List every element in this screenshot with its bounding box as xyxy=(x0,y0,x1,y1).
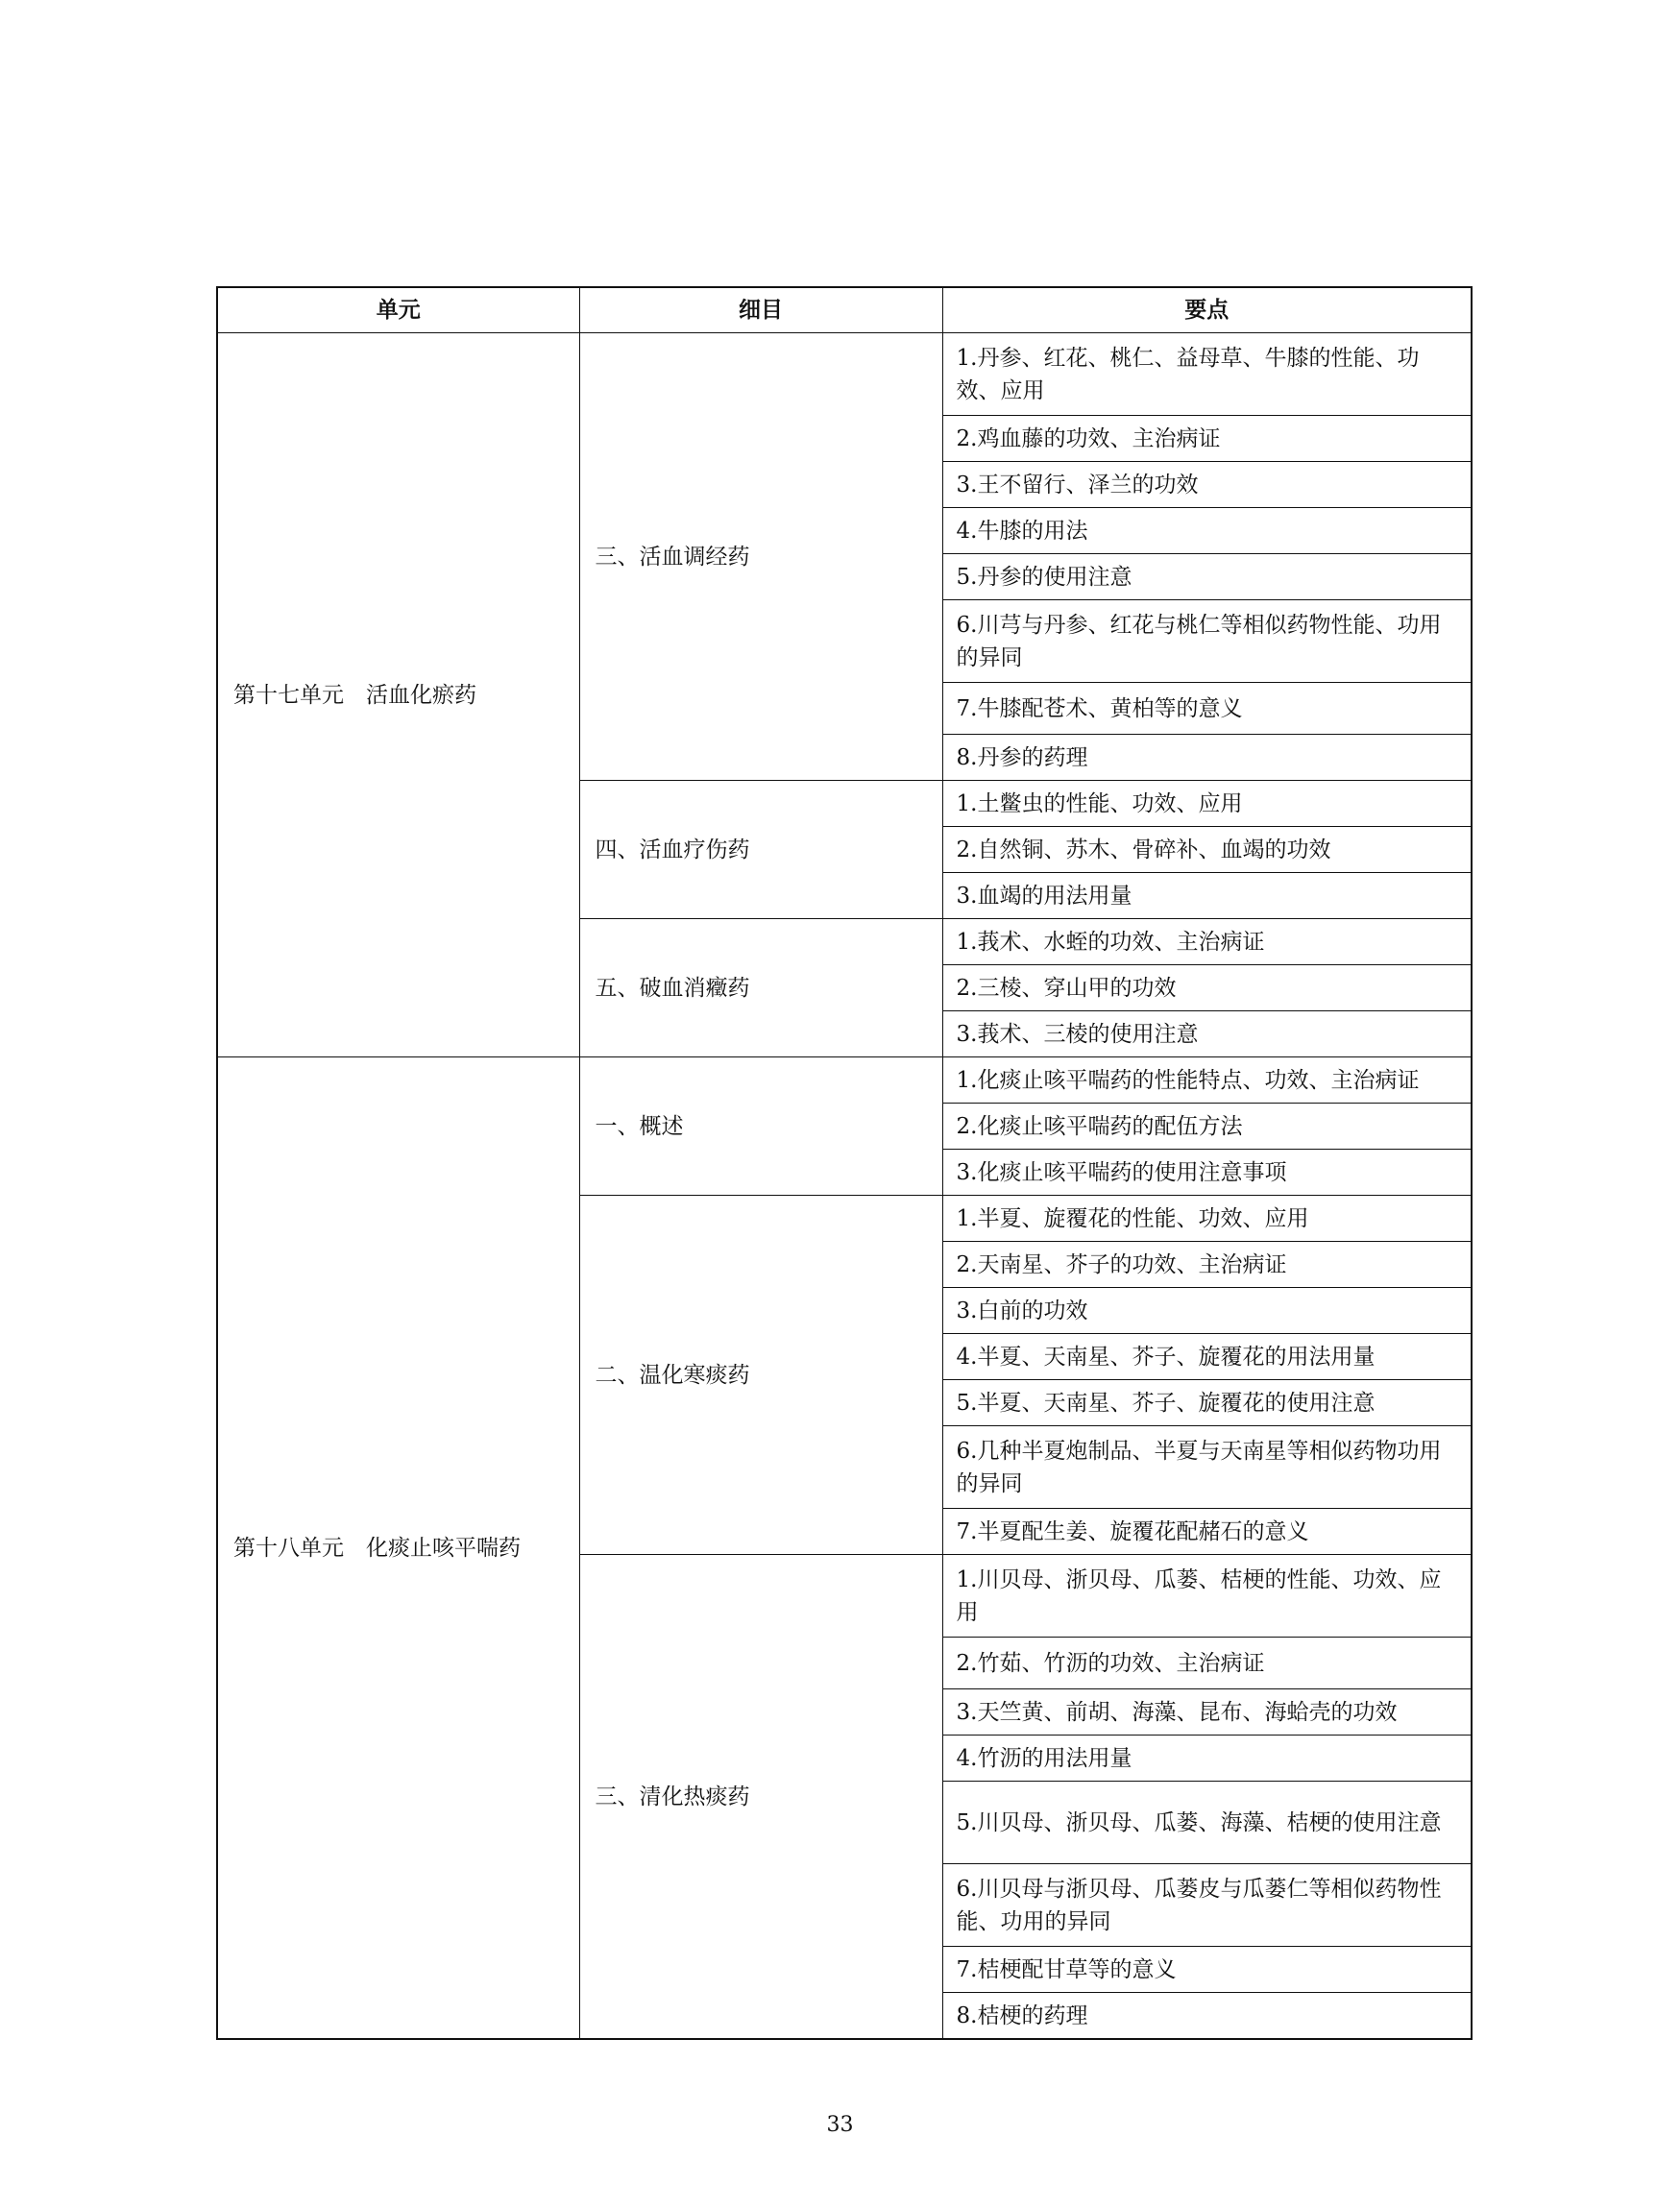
section-cell: 二、温化寒痰药 xyxy=(579,1196,942,1555)
point-cell: 6.川芎与丹参、红花与桃仁等相似药物性能、功用的异同 xyxy=(942,600,1472,683)
point-cell: 4.半夏、天南星、芥子、旋覆花的用法用量 xyxy=(942,1334,1472,1380)
section-cell: 三、清化热痰药 xyxy=(579,1555,942,2040)
page-number: 33 xyxy=(826,2113,854,2137)
point-cell: 5.丹参的使用注意 xyxy=(942,554,1472,600)
point-cell: 7.桔梗配甘草等的意义 xyxy=(942,1947,1472,1993)
point-cell: 2.三棱、穿山甲的功效 xyxy=(942,965,1472,1011)
point-cell: 3.王不留行、泽兰的功效 xyxy=(942,462,1472,508)
table-row xyxy=(217,1057,1472,1104)
point-cell: 8.丹参的药理 xyxy=(942,735,1472,781)
section-cell: 三、活血调经药 xyxy=(579,333,942,781)
header-section: 细目 xyxy=(579,287,942,333)
point-cell: 3.血竭的用法用量 xyxy=(942,873,1472,919)
point-cell: 3.天竺黄、前胡、海藻、昆布、海蛤壳的功效 xyxy=(942,1689,1472,1736)
point-cell: 7.牛膝配苍术、黄柏等的意义 xyxy=(942,683,1472,735)
point-cell: 6.川贝母与浙贝母、瓜蒌皮与瓜蒌仁等相似药物性能、功用的异同 xyxy=(942,1864,1472,1947)
point-cell: 1.川贝母、浙贝母、瓜蒌、桔梗的性能、功效、应用 xyxy=(942,1555,1472,1638)
point-cell: 1.土鳖虫的性能、功效、应用 xyxy=(942,781,1472,827)
point-cell: 8.桔梗的药理 xyxy=(942,1993,1472,2040)
syllabus-table xyxy=(216,286,1473,2040)
section-cell: 五、破血消癥药 xyxy=(579,919,942,1057)
point-cell: 6.几种半夏炮制品、半夏与天南星等相似药物功用的异同 xyxy=(942,1426,1472,1509)
header-row xyxy=(217,287,1472,333)
point-cell: 4.竹沥的用法用量 xyxy=(942,1736,1472,1782)
point-cell: 2.竹茹、竹沥的功效、主治病证 xyxy=(942,1638,1472,1689)
point-cell: 1.化痰止咳平喘药的性能特点、功效、主治病证 xyxy=(942,1057,1472,1104)
point-cell: 3.化痰止咳平喘药的使用注意事项 xyxy=(942,1150,1472,1196)
point-cell: 5.半夏、天南星、芥子、旋覆花的使用注意 xyxy=(942,1380,1472,1426)
point-cell: 1.半夏、旋覆花的性能、功效、应用 xyxy=(942,1196,1472,1242)
point-cell: 1.莪术、水蛭的功效、主治病证 xyxy=(942,919,1472,965)
point-cell: 3.白前的功效 xyxy=(942,1288,1472,1334)
section-cell: 四、活血疗伤药 xyxy=(579,781,942,919)
point-cell: 4.牛膝的用法 xyxy=(942,508,1472,554)
point-cell: 5.川贝母、浙贝母、瓜蒌、海藻、桔梗的使用注意 xyxy=(942,1782,1472,1864)
point-cell: 2.鸡血藤的功效、主治病证 xyxy=(942,416,1472,462)
point-cell: 2.化痰止咳平喘药的配伍方法 xyxy=(942,1104,1472,1150)
point-cell: 2.自然铜、苏木、骨碎补、血竭的功效 xyxy=(942,827,1472,873)
header-points: 要点 xyxy=(942,287,1472,333)
point-cell: 3.莪术、三棱的使用注意 xyxy=(942,1011,1472,1057)
header-unit: 单元 xyxy=(217,287,579,333)
point-cell: 7.半夏配生姜、旋覆花配赭石的意义 xyxy=(942,1509,1472,1555)
point-cell: 2.天南星、芥子的功效、主治病证 xyxy=(942,1242,1472,1288)
point-cell: 1.丹参、红花、桃仁、益母草、牛膝的性能、功效、应用 xyxy=(942,333,1472,416)
section-cell: 一、概述 xyxy=(579,1057,942,1196)
unit-cell: 第十八单元 化痰止咳平喘药 xyxy=(217,1057,579,2040)
table-row xyxy=(217,333,1472,416)
unit-cell: 第十七单元 活血化瘀药 xyxy=(217,333,579,1057)
